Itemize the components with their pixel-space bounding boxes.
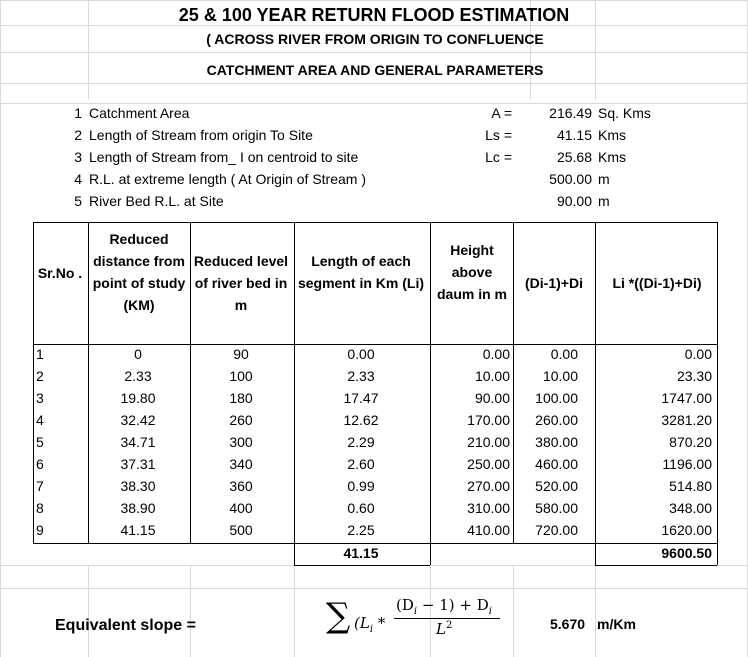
cell-level: 100: [229, 368, 253, 384]
cell-li: 514.80: [669, 478, 712, 494]
parameter-value: 41.15: [556, 127, 592, 143]
parameter-value: 25.68: [556, 149, 592, 165]
parameter-label: R.L. at extreme length ( At Origin of Stream ): [89, 171, 366, 187]
cell-li: 1747.00: [661, 390, 712, 406]
parameter-unit: Kms: [598, 127, 626, 143]
page-subtitle: ( ACROSS RIVER FROM ORIGIN TO CONFLUENCE: [206, 31, 544, 47]
cell-di: 580.00: [535, 500, 578, 516]
cell-length: 0.00: [347, 346, 375, 362]
cell-level: 260: [229, 412, 253, 428]
cell-distance: 0: [134, 346, 142, 362]
cell-srno: 3: [36, 390, 44, 406]
parameter-symbol: A =: [491, 105, 512, 121]
parameter-number: 5: [74, 193, 82, 209]
cell-length: 2.60: [347, 456, 375, 472]
cell-length: 0.99: [347, 478, 375, 494]
parameter-unit: Sq. Kms: [598, 105, 651, 121]
formula-numerator: $(D_i - 1) + D_i$: [396, 596, 492, 617]
cell-srno: 6: [36, 456, 44, 472]
header-srno: Sr.No .: [37, 265, 83, 281]
cell-length: 2.29: [347, 434, 375, 450]
cell-length: 2.25: [347, 522, 375, 538]
cell-height: 250.00: [467, 456, 510, 472]
parameter-number: 1: [74, 105, 82, 121]
parameter-symbol: Lc =: [485, 149, 512, 165]
cell-height: 210.00: [467, 434, 510, 450]
parameter-value: 90.00: [556, 193, 592, 209]
cell-level: 400: [229, 500, 253, 516]
parameter-unit: Kms: [598, 149, 626, 165]
section-title: CATCHMENT AREA AND GENERAL PARAMETERS: [206, 62, 544, 78]
page-title: 25 & 100 YEAR RETURN FLOOD ESTIMATION: [178, 5, 570, 25]
header-length: Length of each segment in Km (Li): [297, 253, 424, 291]
equivalent-slope-value: 5.670: [550, 616, 586, 632]
cell-li: 0.00: [684, 346, 712, 362]
cell-height: 270.00: [467, 478, 510, 494]
parameter-number: 4: [74, 171, 82, 187]
cell-di: 380.00: [535, 434, 578, 450]
formula-denominator: $L^2$: [436, 620, 453, 638]
cell-srno: 8: [36, 500, 44, 516]
cell-di: 520.00: [535, 478, 578, 494]
cell-di: 720.00: [535, 522, 578, 538]
cell-li: 1196.00: [662, 456, 712, 472]
header-di: (Di-1)+Di: [525, 275, 583, 291]
cell-height: 90.00: [474, 390, 510, 406]
parameter-label: River Bed R.L. at Site: [89, 193, 224, 209]
cell-di: 100.00: [535, 390, 578, 406]
cell-distance: 2.33: [124, 368, 152, 384]
cell-li: 870.20: [669, 434, 712, 450]
cell-li: 3281.20: [661, 412, 712, 428]
fraction-bar: [394, 618, 500, 619]
cell-level: 500: [229, 522, 253, 538]
header-height: Height above daum in m: [436, 242, 507, 302]
cell-distance: 34.71: [120, 434, 156, 450]
sum-symbol: ∑: [326, 596, 351, 636]
cell-srno: 4: [36, 412, 44, 428]
cell-height: 0.00: [482, 346, 510, 362]
cell-srno: 7: [36, 478, 44, 494]
header-level: Reduced level of river bed in m: [193, 253, 289, 313]
cell-distance: 19.80: [120, 390, 156, 406]
cell-distance: 38.90: [120, 500, 156, 516]
cell-li: 1620.00: [661, 522, 712, 538]
cell-length: 17.47: [343, 390, 379, 406]
cell-di: 460.00: [535, 456, 578, 472]
cell-level: 300: [229, 434, 253, 450]
header-li: Li *((Di-1)+Di): [612, 275, 702, 291]
cell-distance: 41.15: [120, 522, 156, 538]
cell-level: 180: [229, 390, 253, 406]
parameter-unit: m: [598, 193, 610, 209]
total-product: 9600.50: [661, 545, 712, 561]
cell-di: 260.00: [535, 412, 578, 428]
parameter-label: Length of Stream from origin To Site: [89, 127, 313, 143]
parameter-unit: m: [598, 171, 610, 187]
cell-length: 0.60: [347, 500, 375, 516]
parameter-value: 500.00: [549, 171, 592, 187]
total-length: 41.15: [343, 545, 379, 561]
cell-length: 12.62: [343, 412, 379, 428]
parameter-label: Catchment Area: [89, 105, 190, 121]
cell-di: 0.00: [550, 346, 578, 362]
formula-open: ($L_i$ *: [354, 614, 386, 635]
cell-distance: 37.31: [120, 456, 156, 472]
cell-length: 2.33: [347, 368, 375, 384]
header-distance: Reduced distance from point of study (KM): [92, 231, 186, 313]
cell-li: 23.30: [676, 368, 712, 384]
equivalent-slope-label: Equivalent slope =: [55, 617, 196, 634]
cell-li: 348.00: [669, 500, 712, 516]
parameter-label: Length of Stream from_ I on centroid to site: [89, 149, 359, 165]
parameter-symbol: Ls =: [485, 127, 512, 143]
equivalent-slope-unit: m/Km: [597, 616, 636, 632]
cell-distance: 32.42: [120, 412, 156, 428]
cell-srno: 9: [36, 522, 44, 538]
parameter-number: 3: [74, 149, 82, 165]
cell-level: 340: [229, 456, 253, 472]
cell-srno: 2: [36, 368, 44, 384]
cell-srno: 1: [36, 346, 44, 362]
cell-height: 170.00: [467, 412, 510, 428]
cell-di: 10.00: [542, 368, 578, 384]
cell-height: 410.00: [467, 522, 510, 538]
parameter-value: 216.49: [549, 105, 592, 121]
cell-level: 90: [233, 346, 249, 362]
cell-height: 310.00: [467, 500, 510, 516]
cell-distance: 38.30: [120, 478, 156, 494]
parameter-number: 2: [74, 127, 82, 143]
cell-height: 10.00: [474, 368, 510, 384]
cell-srno: 5: [36, 434, 44, 450]
cell-level: 360: [229, 478, 253, 494]
